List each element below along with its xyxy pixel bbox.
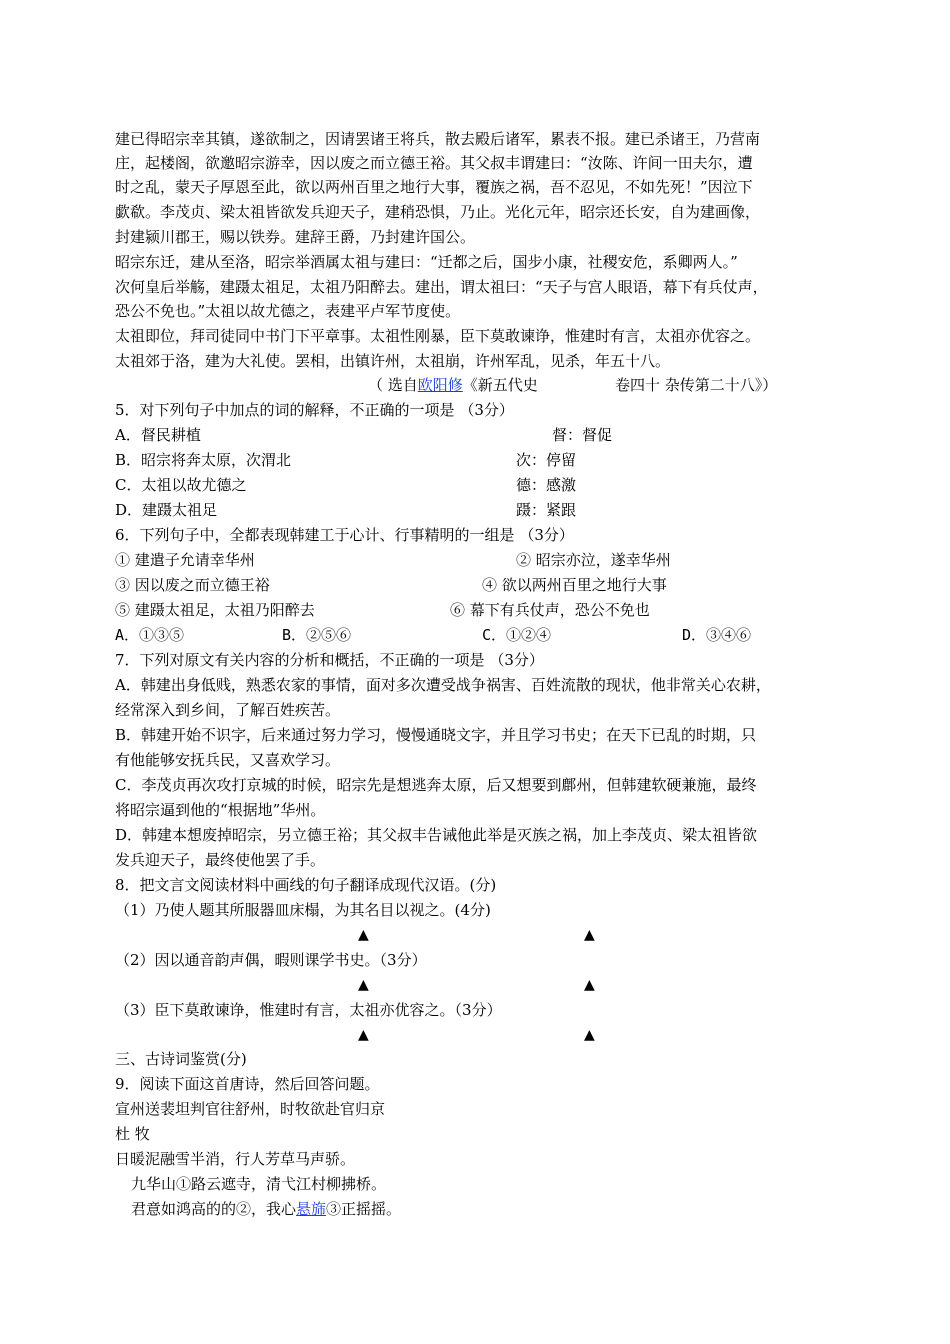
source-title: 《新五代史 bbox=[462, 376, 538, 394]
poem-line-prefix: 君意如鸿高的的②，我心 bbox=[131, 1200, 297, 1218]
q7-line: 发兵迎天子，最终使他罢了手。 bbox=[115, 851, 326, 869]
q6-item-4: ④ 欲以两州百里之地行大事 bbox=[482, 576, 667, 594]
passage-line: 次何皇后举觞，建蹑太祖足，太祖乃阳醉去。建出，谓太祖曰：“天子与宫人眼语，幕下有兵仗声， bbox=[115, 278, 768, 296]
q6-choice-a: A．①③⑤ bbox=[115, 626, 185, 644]
author-link[interactable]: 欧阳修 bbox=[417, 376, 463, 394]
poem-line: 日暖泥融雪半消，行人芳草马声骄。 bbox=[115, 1150, 356, 1168]
q8-item-2: （2）因以通音韵声偶，暇则课学书史。（3分） bbox=[115, 951, 427, 969]
passage-line: 太祖即位，拜司徒同中书门下平章事。太祖性刚暴，臣下莫敢谏诤，惟建时有言，太祖亦优容之。 bbox=[115, 327, 761, 345]
q7-stem: 7．下列对原文有关内容的分析和概括，不正确的一项是 （3分） bbox=[115, 651, 544, 669]
q5-option-d: D．建蹑太祖足 bbox=[115, 501, 218, 519]
q9-stem: 9．阅读下面这首唐诗，然后回答问题。 bbox=[115, 1075, 380, 1093]
q7-line: C．李茂贞再次攻打京城的时候，昭宗先是想逃奔太原，后又想要到鄜州，但韩建软硬兼施，最终 bbox=[115, 776, 757, 794]
passage-line: 恐公不免也。”太祖以故尤德之，表建平卢军节度使。 bbox=[115, 302, 461, 320]
answer-marker-icon: ▲ bbox=[358, 977, 369, 993]
answer-marker-icon: ▲ bbox=[584, 927, 595, 943]
passage-line: 封建颍川郡王，赐以铁券。建辞王爵，乃封建许国公。 bbox=[115, 228, 476, 246]
poem-line-suffix: ③正摇摇。 bbox=[326, 1200, 402, 1218]
q6-choice-c: C．①②④ bbox=[482, 626, 552, 644]
answer-marker-icon: ▲ bbox=[584, 977, 595, 993]
passage-line: 时之乱，蒙天子厚恩至此，欲以两州百里之地行大事，覆族之祸，吾不忍见，不如先死！”因泣下 bbox=[115, 178, 753, 196]
passage-line: 建已得昭宗幸其镇，遂欲制之，因请罢诸王将兵，散去殿后诸军，累表不报。建已杀诸王，乃营南 bbox=[115, 130, 761, 148]
q7-line: A．韩建出身低贱，熟悉农家的事情，面对多次遭受战争祸害、百姓流散的现状，他非常关心农耕， bbox=[115, 676, 771, 694]
answer-marker-icon: ▲ bbox=[358, 927, 369, 943]
section-heading: 三、古诗词鉴赏(分) bbox=[115, 1050, 247, 1068]
q7-line: 经常深入到乡间，了解百姓疾苦。 bbox=[115, 701, 341, 719]
answer-marker-icon: ▲ bbox=[358, 1027, 369, 1043]
q5-option-c: C．太祖以故尤德之 bbox=[115, 476, 247, 494]
q6-item-6: ⑥ 幕下有兵仗声，恐公不免也 bbox=[450, 601, 650, 619]
q5-option-d-gloss: 蹑：紧跟 bbox=[516, 501, 577, 519]
q5-option-b: B．昭宗将奔太原，次渭北 bbox=[115, 451, 292, 469]
passage-line: 庄，起楼阁，欲邀昭宗游幸，因以废之而立德王裕。其父叔丰谓建曰：“汝陈、许间一田夫尔，遭 bbox=[115, 154, 753, 172]
q6-item-5: ⑤ 建蹑太祖足，太祖乃阳醉去 bbox=[115, 601, 315, 619]
q8-item-3: （3）臣下莫敢谏诤，惟建时有言，太祖亦优容之。（3分） bbox=[115, 1001, 502, 1019]
poem-title: 宣州送裴坦判官往舒州，时牧欲赴官归京 bbox=[115, 1100, 386, 1118]
q5-option-a: A．督民耕植 bbox=[115, 426, 201, 444]
q7-line: D．韩建本想废掉昭宗，另立德王裕；其父叔丰告诫他此举是灭族之祸，加上李茂贞、梁太祖皆欲 bbox=[115, 826, 758, 844]
q6-choice-d: D．③④⑥ bbox=[682, 626, 752, 644]
q5-stem: 5．对下列句子中加点的词的解释，不正确的一项是 （3分） bbox=[115, 401, 514, 419]
gloss-link[interactable]: 悬旆 bbox=[296, 1200, 327, 1218]
q8-stem: 8．把文言文阅读材料中画线的句子翻译成现代汉语。(分) bbox=[115, 876, 497, 894]
passage-line: 昭宗东迁，建从至洛，昭宗举酒属太祖与建曰：“迁都之后，国步小康，社稷安危，系卿两人。” bbox=[115, 253, 738, 271]
q5-option-c-gloss: 德：感激 bbox=[516, 476, 577, 494]
q6-choice-b: B．②⑤⑥ bbox=[282, 626, 352, 644]
passage-line: 太祖郊于洛，建为大礼使。罢相，出镇许州，太祖崩，许州军乱，见杀，年五十八。 bbox=[115, 352, 671, 370]
poem-line-last bbox=[131, 1198, 401, 1220]
q8-item-1: （1）乃使人题其所服器皿床榻，为其名目以视之。(4分) bbox=[115, 901, 491, 919]
q6-item-2: ② 昭宗亦泣，遂幸华州 bbox=[516, 551, 671, 569]
poem-line: 九华山①路云遮寺，清弋江村柳拂桥。 bbox=[131, 1175, 387, 1193]
source-prefix: （ 选自 bbox=[368, 376, 418, 394]
passage-line: 歔欷。李茂贞、梁太祖皆欲发兵迎天子，建稍恐惧，乃止。光化元年，昭宗还长安，自为建画像， bbox=[115, 203, 761, 221]
q6-item-3: ③ 因以废之而立德王裕 bbox=[115, 576, 270, 594]
q6-item-1: ① 建遣子允请幸华州 bbox=[115, 551, 255, 569]
q7-line: 将昭宗逼到他的“根据地”华州。 bbox=[115, 801, 326, 819]
poet-name: 杜 牧 bbox=[115, 1125, 150, 1143]
answer-marker-icon: ▲ bbox=[584, 1027, 595, 1043]
q5-option-b-gloss: 次：停留 bbox=[516, 451, 577, 469]
q7-line: B．韩建开始不识字，后来通过努力学习，慢慢通晓文字，并且学习书史；在天下已乱的时期，只 bbox=[115, 726, 757, 744]
source-volume: 卷四十 杂传第二十八》） bbox=[615, 376, 778, 394]
source-citation bbox=[368, 374, 538, 396]
q6-stem: 6．下列句子中，全都表现韩建工于心计、行事精明的一组是 （3分） bbox=[115, 526, 574, 544]
q7-line: 有他能够安抚兵民，又喜欢学习。 bbox=[115, 751, 341, 769]
q5-option-a-gloss: 督：督促 bbox=[552, 426, 613, 444]
